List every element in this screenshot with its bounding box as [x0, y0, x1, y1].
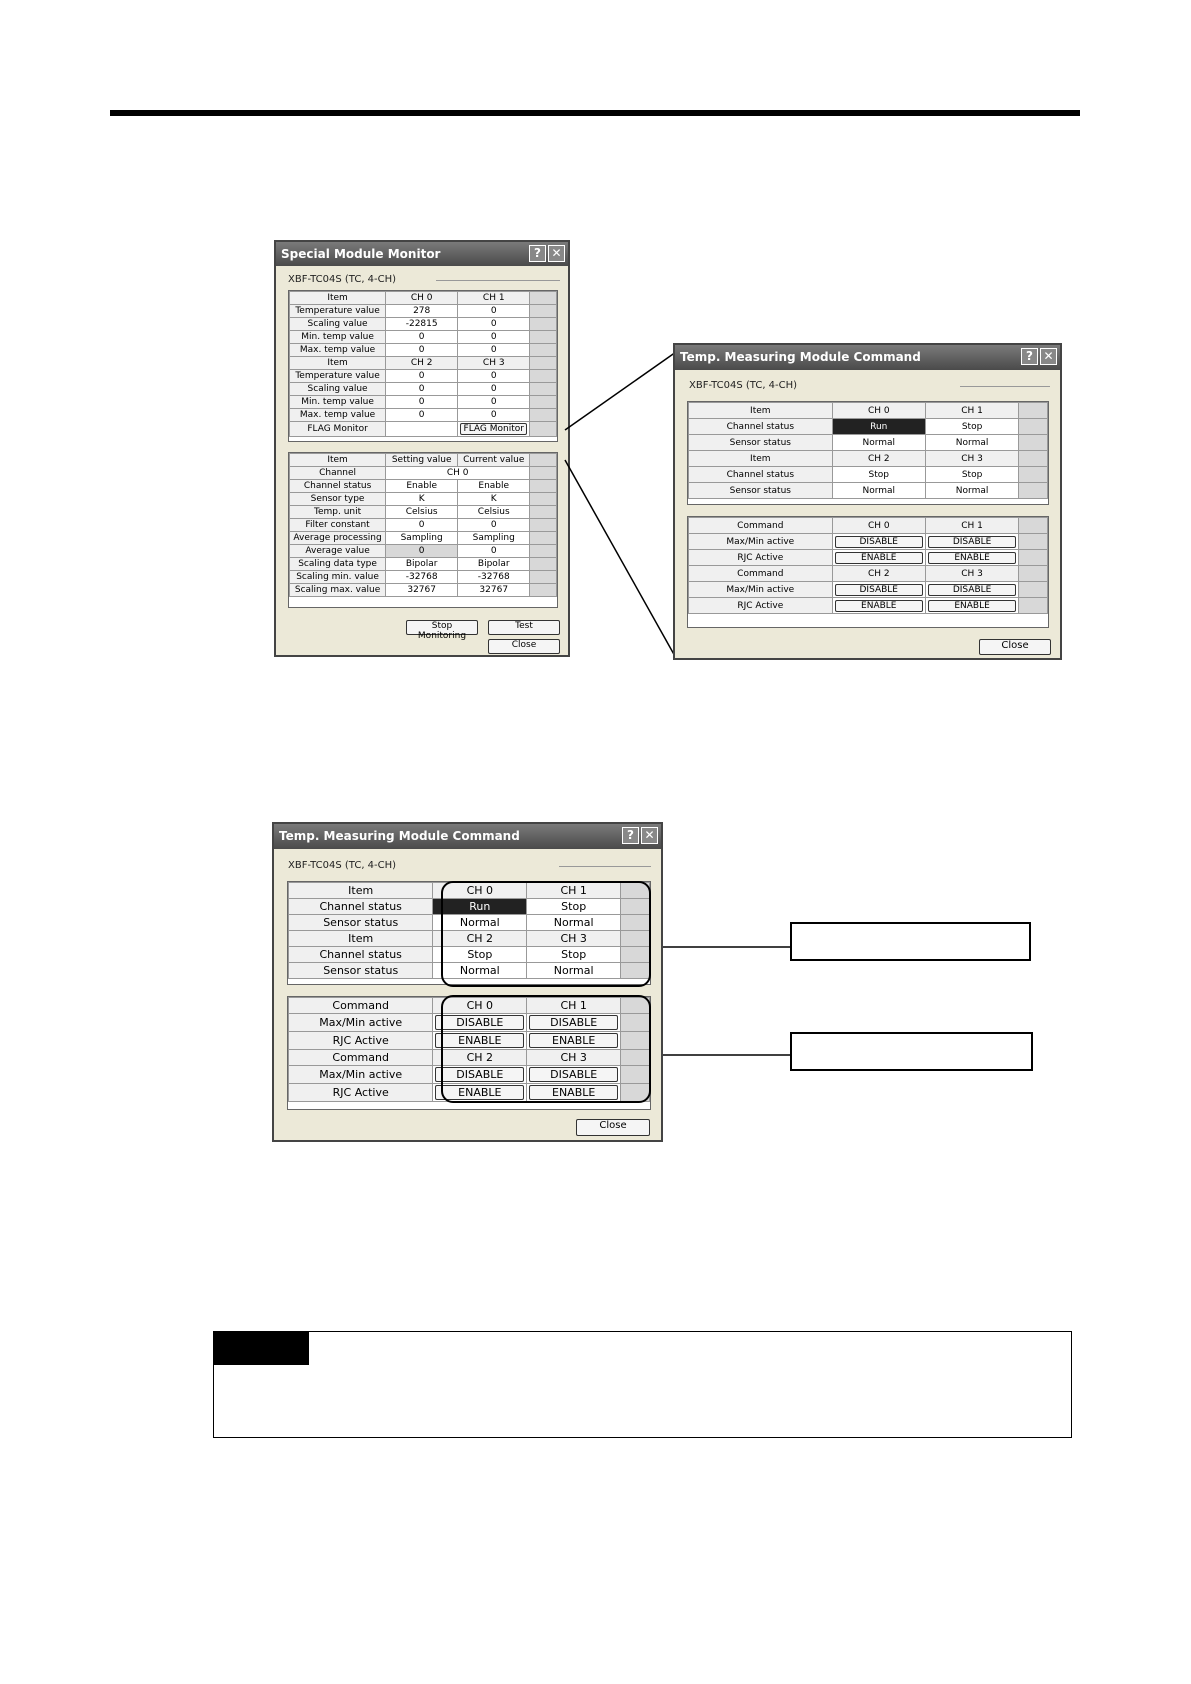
cell-value: Stop [527, 947, 621, 963]
column-header: Current value [458, 454, 530, 467]
channel-header: CH 3 [527, 931, 621, 947]
row-label: RJC Active [289, 1032, 433, 1050]
command-zoom-status-table [687, 401, 1049, 505]
monitor-title: Special Module Monitor [281, 247, 441, 261]
scroll-track [1019, 598, 1048, 614]
scroll-track [1019, 451, 1048, 467]
row-label: Channel status [689, 467, 833, 483]
row-label: Temperature value [290, 370, 386, 383]
command-toggle-cell [925, 534, 1018, 550]
scroll-track [1019, 550, 1048, 566]
cell-value: 278 [386, 305, 458, 318]
scroll-track [1019, 419, 1048, 435]
command-zoom-titlebar [675, 345, 1060, 370]
cell-value: 0 [386, 409, 458, 422]
scroll-track [1019, 566, 1048, 582]
help-icon[interactable]: ? [529, 245, 546, 262]
enable-button[interactable]: ENABLE [529, 1085, 618, 1100]
row-label: Min. temp value [290, 331, 386, 344]
cell-value: 0 [458, 383, 530, 396]
disable-button[interactable]: DISABLE [835, 536, 923, 548]
setting-value[interactable]: Sampling [386, 532, 458, 545]
enable-button[interactable]: ENABLE [529, 1033, 618, 1048]
current-value: K [458, 493, 530, 506]
channel-header: CH 0 [433, 883, 527, 899]
table-row [689, 483, 1048, 499]
cell-value: Normal [925, 435, 1018, 451]
row-label: Command [289, 998, 433, 1014]
setting-value[interactable]: Enable [386, 480, 458, 493]
row-label: Scaling value [290, 318, 386, 331]
flag-monitor-button[interactable]: FLAG Monitor [460, 423, 527, 435]
row-label: Item [290, 357, 386, 370]
connector-line-top [565, 352, 676, 430]
cell-value: Stop [925, 419, 1018, 435]
command-zoom-close-button[interactable]: Close [979, 639, 1051, 655]
close-icon[interactable]: ✕ [1040, 348, 1057, 365]
current-value: Enable [458, 480, 530, 493]
command-toggle-cell [832, 582, 925, 598]
cell-value: 0 [458, 318, 530, 331]
scroll-track [1019, 435, 1048, 451]
row-label: Scaling value [290, 383, 386, 396]
row-label: RJC Active [289, 1084, 433, 1102]
cell-value: Run [433, 899, 527, 915]
row-label: Channel status [689, 419, 833, 435]
row-label: Temperature value [290, 305, 386, 318]
table-row [689, 598, 1048, 614]
help-icon[interactable]: ? [622, 827, 639, 844]
command-callout-box [790, 1032, 1033, 1071]
cell-value: 0 [386, 370, 458, 383]
cell-value: Stop [527, 899, 621, 915]
setting-value[interactable]: 32767 [386, 584, 458, 597]
close-icon[interactable]: ✕ [641, 827, 658, 844]
cell-value: 0 [386, 331, 458, 344]
table-row [689, 566, 1048, 582]
table-row [689, 550, 1048, 566]
status-highlight [441, 881, 651, 987]
row-label: Channel status [290, 480, 386, 493]
table-row [689, 435, 1048, 451]
cell-value: Normal [527, 915, 621, 931]
channel-header: CH 3 [458, 357, 530, 370]
current-value: Bipolar [458, 558, 530, 571]
row-label: Sensor status [689, 483, 833, 499]
row-label: Item [289, 883, 433, 899]
cell-value: Run [832, 419, 925, 435]
row-label: RJC Active [689, 598, 833, 614]
cell-value: 0 [386, 344, 458, 357]
monitor-model-label: XBF-TC04S (TC, 4-CH) [288, 274, 397, 285]
disable-button[interactable]: DISABLE [435, 1015, 524, 1030]
scroll-track [1019, 483, 1048, 499]
enable-button[interactable]: ENABLE [435, 1085, 524, 1100]
setting-value[interactable]: K [386, 493, 458, 506]
row-label: FLAG Monitor [290, 422, 386, 437]
command-window-zoomed [673, 343, 1062, 660]
scroll-track [1019, 467, 1048, 483]
help-icon[interactable]: ? [1021, 348, 1038, 365]
command-toggle-cell [925, 550, 1018, 566]
row-label: Item [290, 292, 386, 305]
notice-box [213, 1331, 1072, 1438]
disable-button[interactable]: DISABLE [529, 1015, 618, 1030]
row-label: Channel [290, 467, 386, 480]
channel-header: CH 2 [832, 566, 925, 582]
command-zoom-title: Temp. Measuring Module Command [680, 350, 921, 364]
channel-header: CH 3 [527, 1050, 621, 1066]
current-value: 32767 [458, 584, 530, 597]
current-value: 0 [458, 545, 530, 558]
channel-header: CH 0 [386, 292, 458, 305]
channel-header: CH 0 [433, 998, 527, 1014]
table-row [689, 534, 1048, 550]
row-label: Scaling max. value [290, 584, 386, 597]
setting-value[interactable]: 0 [386, 519, 458, 532]
channel-header: CH 1 [925, 403, 1018, 419]
cell-value: Stop [925, 467, 1018, 483]
command-toggle-cell [925, 582, 1018, 598]
row-label: Command [689, 566, 833, 582]
disable-button[interactable]: DISABLE [928, 536, 1016, 548]
setting-value[interactable]: -32768 [386, 571, 458, 584]
current-value: -32768 [458, 571, 530, 584]
table-row [689, 518, 1048, 534]
channel-select[interactable]: CH 0 [386, 467, 530, 480]
cell-value: Normal [832, 435, 925, 451]
column-header: Setting value [386, 454, 458, 467]
enable-button[interactable]: ENABLE [835, 552, 923, 564]
row-label: Max/Min active [289, 1066, 433, 1084]
cell-value: 0 [458, 305, 530, 318]
cell-value: Normal [925, 483, 1018, 499]
cell-value: Normal [527, 963, 621, 979]
channel-header: CH 1 [527, 998, 621, 1014]
row-label: Filter constant [290, 519, 386, 532]
row-label: Max. temp value [290, 344, 386, 357]
current-value: Sampling [458, 532, 530, 545]
table-row [689, 403, 1048, 419]
row-label: Command [689, 518, 833, 534]
test-button[interactable]: Test [488, 620, 560, 635]
row-label: Sensor status [689, 435, 833, 451]
enable-button[interactable]: ENABLE [928, 552, 1016, 564]
channel-header: CH 2 [386, 357, 458, 370]
row-label: Max/Min active [689, 582, 833, 598]
row-label: Item [689, 451, 833, 467]
disable-button[interactable]: DISABLE [435, 1067, 524, 1082]
row-label: Average value [290, 545, 386, 558]
channel-header: CH 2 [433, 931, 527, 947]
current-value: 0 [458, 519, 530, 532]
channel-header: CH 0 [832, 518, 925, 534]
cell-value: 0 [458, 331, 530, 344]
cell-value: 0 [458, 409, 530, 422]
row-label: Sensor status [289, 963, 433, 979]
command-toggle-cell [832, 550, 925, 566]
command-model: XBF-TC04S (TC, 4-CH) [288, 860, 397, 871]
enable-button[interactable]: ENABLE [928, 600, 1016, 612]
setting-value[interactable]: Celsius [386, 506, 458, 519]
status-callout-box [790, 922, 1031, 961]
enable-button[interactable]: ENABLE [435, 1033, 524, 1048]
setting-value[interactable]: Bipolar [386, 558, 458, 571]
row-label: Max/Min active [289, 1014, 433, 1032]
command-toggle-cell [925, 598, 1018, 614]
command-toggle-cell [832, 598, 925, 614]
cell-value: 0 [458, 396, 530, 409]
monitor-close-button[interactable]: Close [488, 639, 560, 654]
row-label: Min. temp value [290, 396, 386, 409]
stop-monitoring-button[interactable]: Stop Monitoring [406, 620, 478, 635]
scroll-track [1019, 403, 1048, 419]
command-zoom-command-table [687, 516, 1049, 628]
cell-value: Normal [832, 483, 925, 499]
cell-value: Stop [832, 467, 925, 483]
row-label: Channel status [289, 899, 433, 915]
row-label: Max/Min active [689, 534, 833, 550]
row-label: Average processing [290, 532, 386, 545]
cell-value: 0 [386, 383, 458, 396]
current-value: Celsius [458, 506, 530, 519]
setting-value[interactable]: 0 [386, 545, 458, 558]
table-row [689, 419, 1048, 435]
disable-button[interactable]: DISABLE [835, 584, 923, 596]
disable-button[interactable]: DISABLE [928, 584, 1016, 596]
scroll-track [1019, 534, 1048, 550]
separator [960, 386, 1050, 387]
row-label: Command [289, 1050, 433, 1066]
cell-value: 0 [386, 396, 458, 409]
close-icon[interactable]: ✕ [548, 245, 565, 262]
row-label: Sensor type [290, 493, 386, 506]
connector-line-bottom [565, 460, 676, 658]
command-highlight [441, 995, 651, 1103]
channel-header: CH 2 [832, 451, 925, 467]
separator [559, 866, 651, 867]
row-label: Max. temp value [290, 409, 386, 422]
command-title: Temp. Measuring Module Command [279, 829, 520, 843]
disable-button[interactable]: DISABLE [529, 1067, 618, 1082]
row-label: Channel status [289, 947, 433, 963]
command-titlebar [274, 824, 661, 849]
scroll-track [1019, 518, 1048, 534]
row-label: Item [289, 931, 433, 947]
channel-header: CH 1 [925, 518, 1018, 534]
channel-header: CH 2 [433, 1050, 527, 1066]
channel-header: CH 0 [832, 403, 925, 419]
cell-value: Normal [433, 915, 527, 931]
channel-header: CH 3 [925, 451, 1018, 467]
scroll-track [1019, 582, 1048, 598]
row-label: Temp. unit [290, 506, 386, 519]
enable-button[interactable]: ENABLE [835, 600, 923, 612]
table-row [689, 467, 1048, 483]
row-label: RJC Active [689, 550, 833, 566]
command-toggle-cell [832, 534, 925, 550]
row-label: Item [689, 403, 833, 419]
row-label: Scaling min. value [290, 571, 386, 584]
channel-header: CH 1 [458, 292, 530, 305]
channel-header: CH 1 [527, 883, 621, 899]
table-row [689, 451, 1048, 467]
cell-value: 0 [458, 370, 530, 383]
table-row [689, 582, 1048, 598]
cell-value: 0 [458, 344, 530, 357]
command-zoom-model: XBF-TC04S (TC, 4-CH) [689, 380, 798, 391]
cell-value: Stop [433, 947, 527, 963]
row-label: Scaling data type [290, 558, 386, 571]
cell-value: Normal [433, 963, 527, 979]
command-close-button[interactable]: Close [576, 1119, 650, 1136]
row-label: Sensor status [289, 915, 433, 931]
column-header: Item [290, 454, 386, 467]
notice-tag [214, 1332, 309, 1365]
cell-value: -22815 [386, 318, 458, 331]
channel-header: CH 3 [925, 566, 1018, 582]
